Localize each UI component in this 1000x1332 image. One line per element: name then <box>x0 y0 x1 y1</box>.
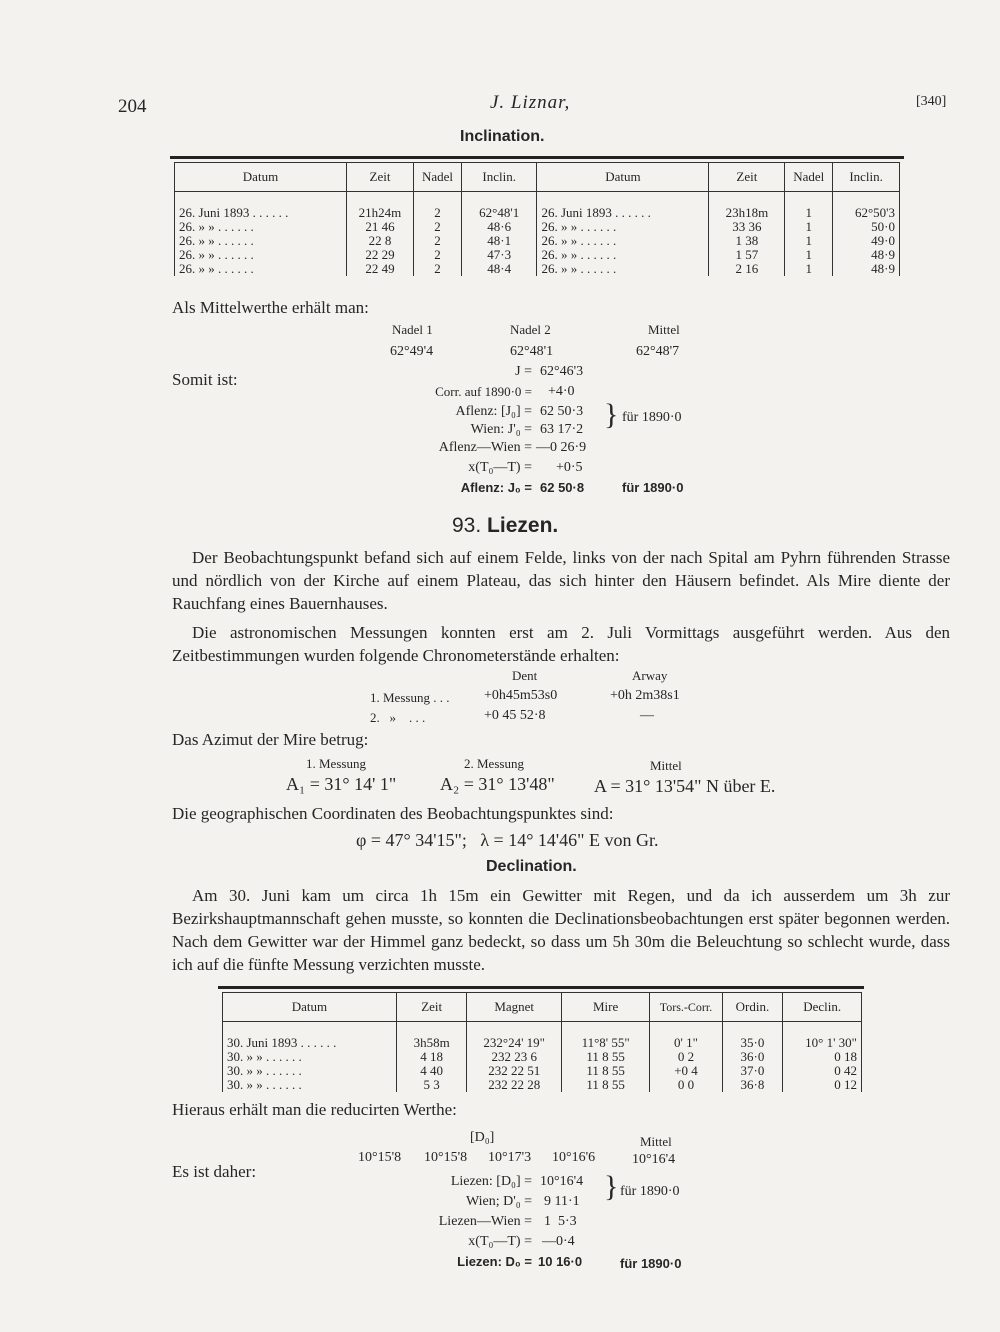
table-row: 30. » » . . . . . . 5 3 232 22 28 11 8 55 0 0 36·8 0 12 <box>223 1078 862 1092</box>
declination-paragraph <box>172 884 950 976</box>
incl-fuer-1: für 1890·0 <box>622 410 682 425</box>
chrono-col-arway: Arway <box>632 668 668 683</box>
incl-rhs-6: 62 50·8 <box>540 480 585 495</box>
somit-label: Somit ist: <box>172 370 238 389</box>
incl-lhs-0: J = <box>515 364 532 379</box>
bracket-page-number: [340] <box>916 94 947 109</box>
reduced-value-2: 10°15'8 <box>424 1150 468 1165</box>
brace-icon: } <box>604 1170 619 1203</box>
incl-rhs-1: +4·0 <box>548 384 575 399</box>
liezen-paragraph-1: Der Beobachtungspunkt befand sich auf einem Felde, links von der nach Spital am Pyhrn führenden Strasse und nördlich von der Kirche auf einem Plateau, das sich hinter den Häusern befindet. Als Mire diente der Rauchfang eines Bauernhauses. <box>172 548 950 613</box>
author-name: J. Liznar, <box>490 92 571 113</box>
es-ist-daher: Es ist daher: <box>172 1162 257 1181</box>
incl-lhs-5: x(T₀—T) = <box>468 460 532 475</box>
col-datum: Datum <box>223 993 397 1022</box>
decl-lhs-1: Wien; D'₀ = <box>465 1194 532 1209</box>
table-row: 26. Juni 1893 . . . . . . 21h24m 2 62°48'1 26. Juni 1893 . . . . . . 23h18m 1 62°50'3 <box>175 206 900 220</box>
nadel1-label: Nadel 1 <box>392 322 433 337</box>
mittel-label: Mittel <box>648 322 680 337</box>
incl-rhs-0: 62°46'3 <box>540 364 584 379</box>
incl-rhs-5: +0·5 <box>556 460 583 475</box>
reduced-value-1: 10°15'8 <box>358 1150 402 1165</box>
nadel2-value: 62°48'1 <box>510 344 554 359</box>
inclination-title: Inclination. <box>460 128 545 145</box>
azimut-a2: A₂ = 31° 13'48" <box>440 774 555 794</box>
chrono-row2-dent: +0 45 52·8 <box>484 708 546 723</box>
decl-fuer-2: für 1890·0 <box>620 1256 682 1271</box>
incl-lhs-6: Aflenz: J₀ = <box>460 480 532 495</box>
incl-rhs-2: 62 50·3 <box>540 404 584 419</box>
azimut-mittel-label: Mittel <box>650 758 682 773</box>
incl-lhs-2: Aflenz: [J₀] = <box>455 404 532 419</box>
incl-rhs-4: —0 26·9 <box>536 440 587 455</box>
azimut-m1-label: 1. Messung <box>306 756 366 771</box>
decl-rhs-0: 10°16'4 <box>540 1174 584 1189</box>
nadel2-label: Nadel 2 <box>510 322 551 337</box>
nadel1-value: 62°49'4 <box>390 344 434 359</box>
declination-title: Declination. <box>486 858 577 875</box>
azimut-intro: Das Azimut der Mire betrug: <box>172 730 369 749</box>
col-zeit: Zeit <box>396 993 467 1022</box>
col-nadel-2: Nadel <box>785 163 833 192</box>
chrono-row1-arway: +0h 2m38s1 <box>610 688 680 703</box>
azimut-a: A = 31° 13'54" N über E. <box>594 776 776 796</box>
col-datum: Datum <box>175 163 347 192</box>
decl-rhs-3: —0·4 <box>542 1234 575 1249</box>
incl-lhs-1: Corr. auf 1890·0 = <box>435 384 532 399</box>
table-row: 26. » » . . . . . . 22 29 2 47·3 26. » » . . . . . . 1 57 1 48·9 <box>175 248 900 262</box>
section-name: Liezen. <box>487 514 559 537</box>
col-zeit-2: Zeit <box>709 163 785 192</box>
decl-lhs-3: x(T₀—T) = <box>468 1234 532 1249</box>
col-tors-corr: Tors.-Corr. <box>650 993 722 1022</box>
chrono-row2-arway: — <box>640 708 654 723</box>
col-inclin-2: Inclin. <box>833 163 900 192</box>
decl-lhs-4: Liezen: D₀ = <box>457 1254 532 1269</box>
d0-label: [D₀] <box>470 1130 495 1145</box>
chrono-row1-label: 1. Messung . . . <box>370 690 450 705</box>
inclination-table <box>174 162 900 276</box>
decl-rhs-4: 10 16·0 <box>538 1254 583 1269</box>
liezen-paragraph-2: Die astronomischen Messungen konnten erst am 2. Juli Vormittags ausgeführt werden. Aus den Zeitbestimmungen wurden folgende Chronometerstände erhalten: <box>172 623 950 665</box>
mittel-value: 62°48'7 <box>636 344 680 359</box>
col-declin: Declin. <box>783 993 862 1022</box>
section-number: 93. <box>452 514 482 537</box>
decl-mittel-label: Mittel <box>640 1134 672 1149</box>
declination-table <box>222 992 862 1092</box>
incl-lhs-4: Aflenz—Wien = <box>438 440 532 455</box>
col-nadel: Nadel <box>413 163 461 192</box>
coord-values: φ = 47° 34'15"; λ = 14° 14'46" E von Gr. <box>356 830 659 850</box>
table-row: 30. Juni 1893 . . . . . . 3h58m 232°24' 19" 11°8' 55" 0' 1" 35·0 10° 1' 30" <box>223 1036 862 1050</box>
table-row: 26. » » . . . . . . 22 8 2 48·1 26. » » . . . . . . 1 38 1 49·0 <box>175 234 900 248</box>
col-datum-2: Datum <box>537 163 709 192</box>
decl-lhs-2: Liezen—Wien = <box>438 1214 532 1229</box>
decl-lhs-0: Liezen: [D₀] = <box>450 1174 532 1189</box>
col-mire: Mire <box>561 993 649 1022</box>
incl-fuer-2: für 1890·0 <box>622 480 684 495</box>
azimut-a1: A₁ = 31° 14' 1" <box>286 774 397 794</box>
incl-lhs-3: Wien: J'₀ = <box>470 422 532 437</box>
table-row: 30. » » . . . . . . 4 18 232 23 6 11 8 55 0 2 36·0 0 18 <box>223 1050 862 1064</box>
col-zeit: Zeit <box>347 163 414 192</box>
section-liezen-title <box>452 514 558 538</box>
table-row: 26. » » . . . . . . 21 46 2 48·6 26. » » . . . . . . 33 36 1 50·0 <box>175 220 900 234</box>
chrono-row2-label: 2. » . . . <box>370 710 426 725</box>
chrono-row1-dent: +0h45m53s0 <box>484 688 558 703</box>
page-number: 204 <box>118 96 147 117</box>
col-ordin: Ordin. <box>722 993 783 1022</box>
decl-fuer-1: für 1890·0 <box>620 1184 680 1199</box>
decl-rhs-1: 9 11·1 <box>544 1194 580 1209</box>
reduced-intro: Hieraus erhält man die reducirten Werthe: <box>172 1100 457 1119</box>
brace-icon: } <box>604 398 619 431</box>
reduced-value-4: 10°16'6 <box>552 1150 596 1165</box>
liezen-paragraphs <box>172 546 950 667</box>
means-intro: Als Mittelwerthe erhält man: <box>172 298 369 317</box>
azimut-m2-label: 2. Messung <box>464 756 524 771</box>
decl-rhs-2: 1 5·3 <box>544 1214 577 1229</box>
col-inclin: Inclin. <box>461 163 537 192</box>
chrono-col-dent: Dent <box>512 668 538 683</box>
table-row: 30. » » . . . . . . 4 40 232 22 51 11 8 55 +0 4 37·0 0 42 <box>223 1064 862 1078</box>
coord-intro: Die geographischen Coordinaten des Beobachtungspunktes sind: <box>172 804 614 823</box>
declination-text: Am 30. Juni kam um circa 1h 15m ein Gewitter mit Regen, und da ich ausserdem um 3h zur Bezirkshauptmannschaft gehen musste, so konnten die Declinationsbeobachtungen erst später begonnen werden. Nach dem Gewitter war der Himmel ganz bedeckt, so dass um 5h 30m die Beleuchtung so schlecht wurde, dass ich auf die fünfte Messung verzichten musste. <box>172 886 950 974</box>
col-magnet: Magnet <box>467 993 562 1022</box>
incl-rhs-3: 63 17·2 <box>540 422 584 437</box>
reduced-value-3: 10°17'3 <box>488 1150 532 1165</box>
reduced-mittel-value: 10°16'4 <box>632 1152 676 1167</box>
table-row: 26. » » . . . . . . 22 49 2 48·4 26. » » . . . . . . 2 16 1 48·9 <box>175 262 900 276</box>
